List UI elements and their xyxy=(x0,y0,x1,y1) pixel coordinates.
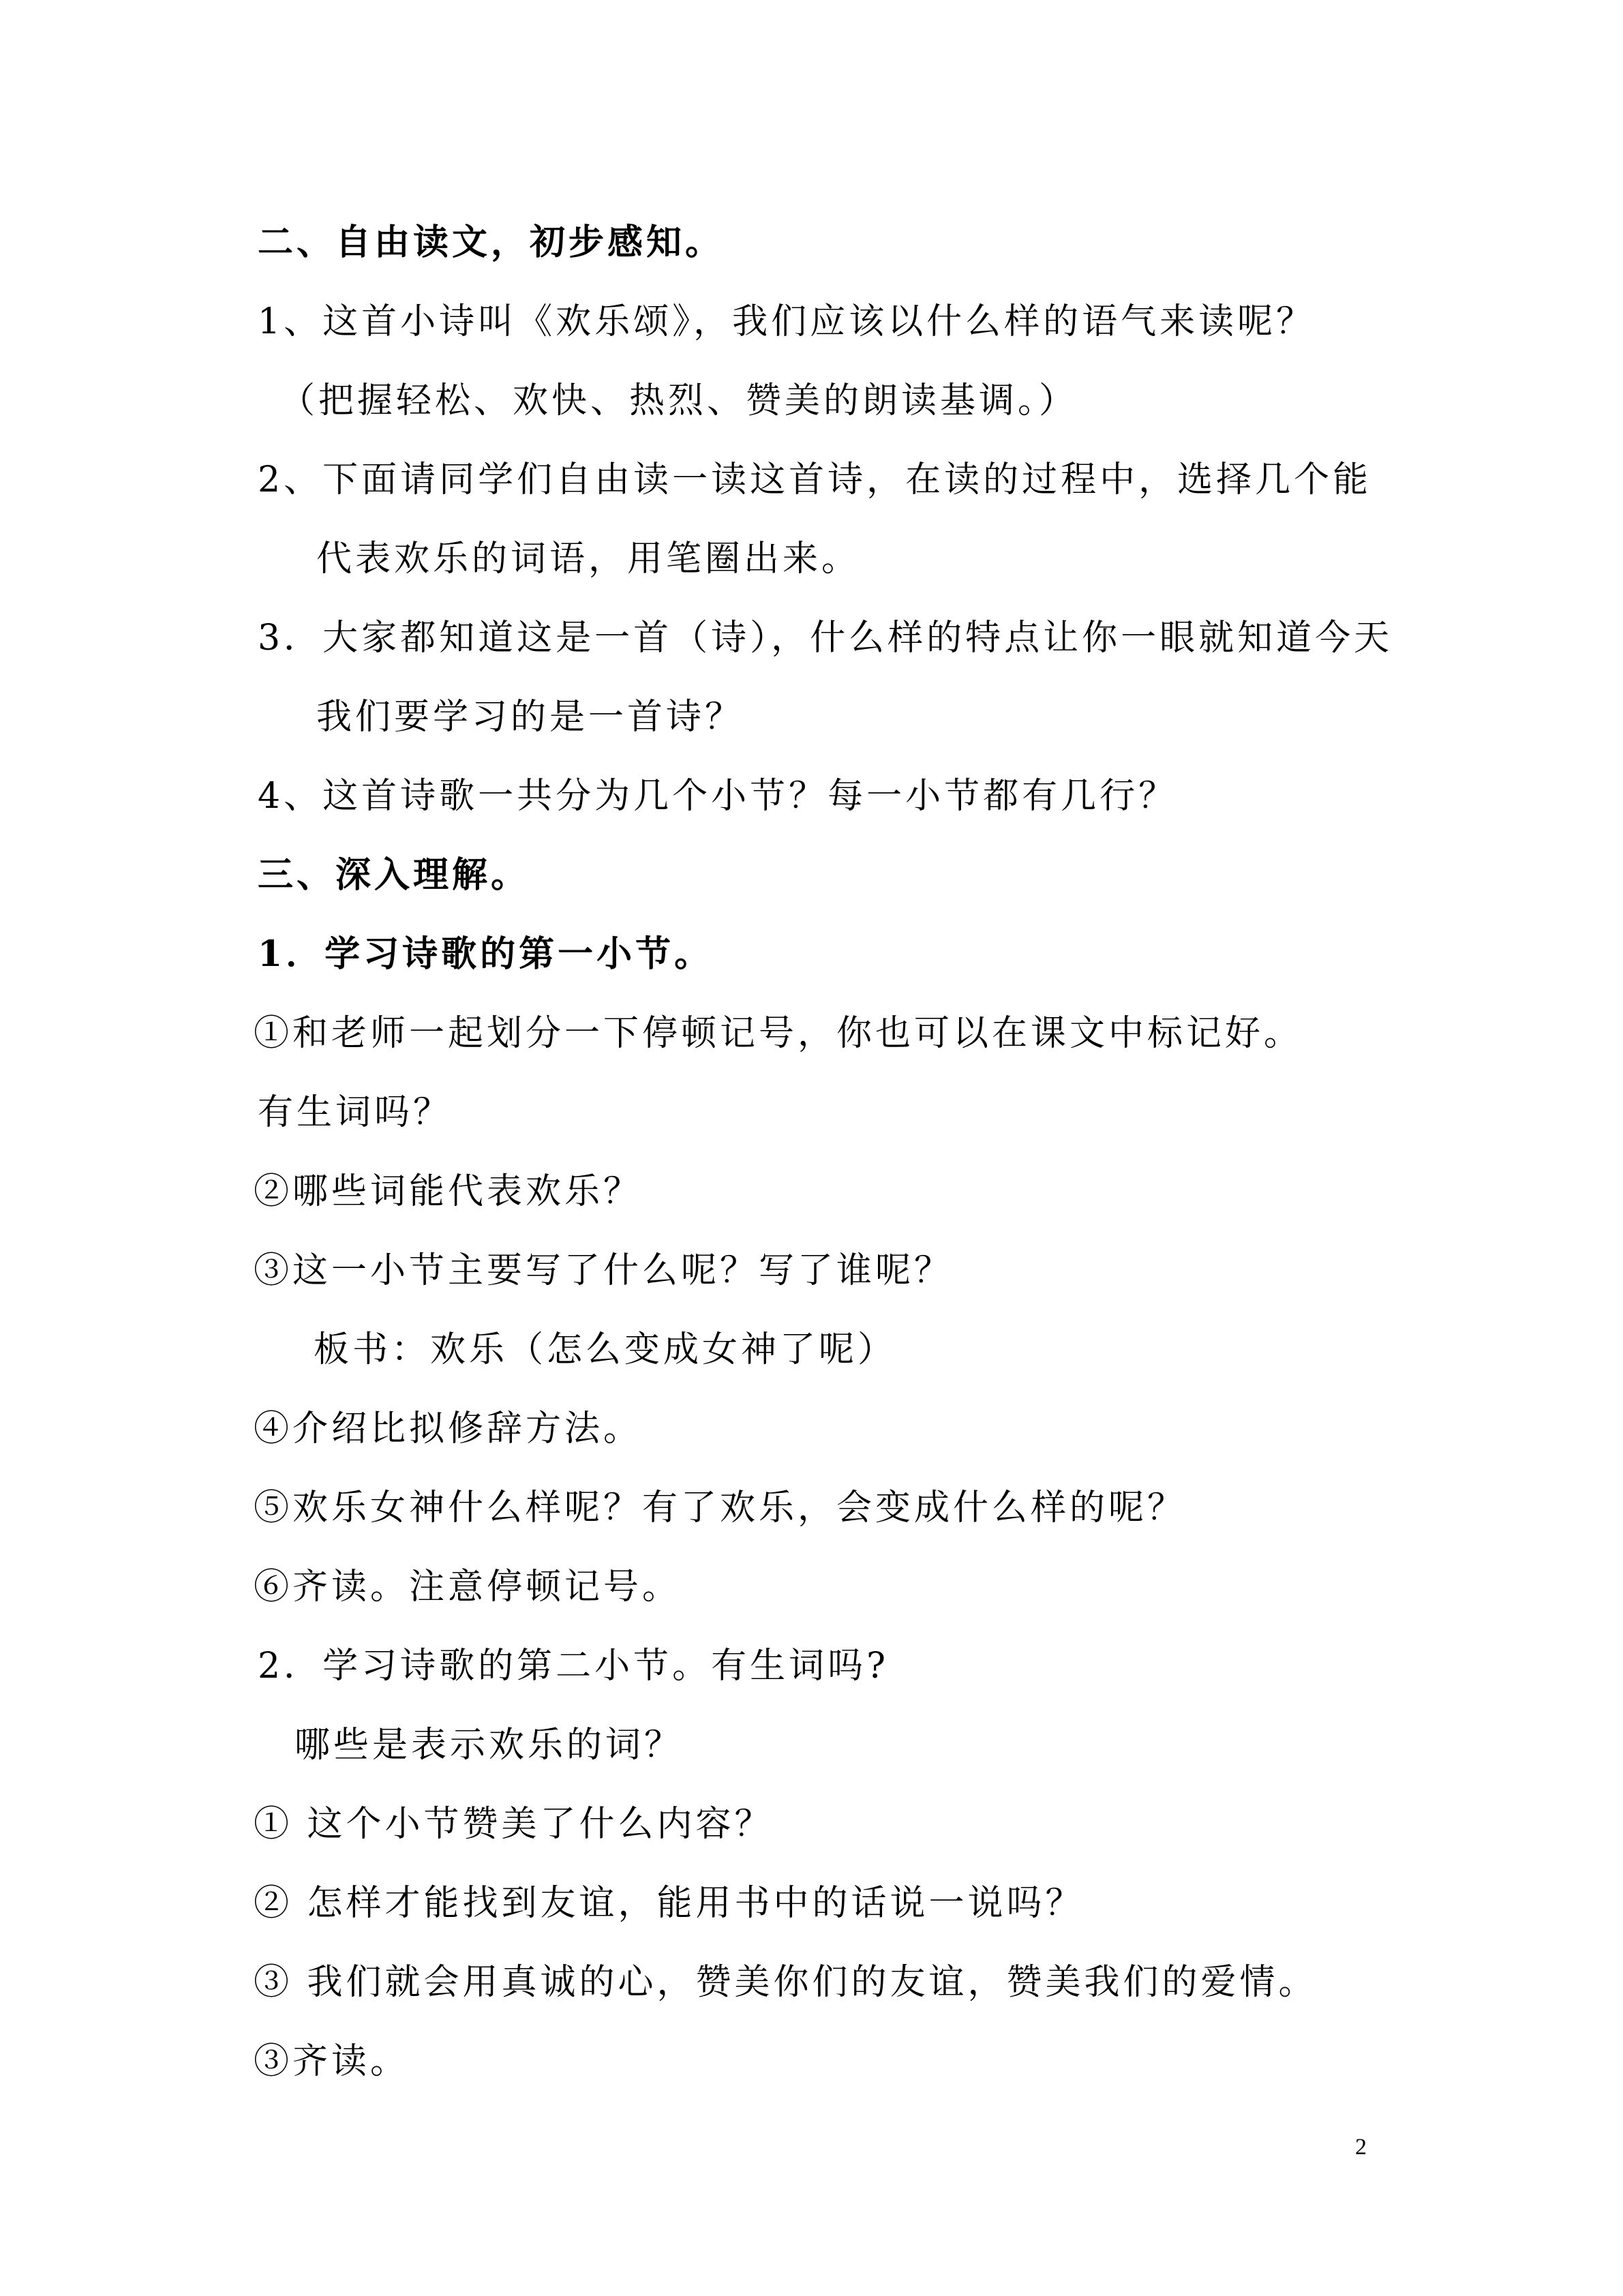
section-heading-3: 三、深入理解。 xyxy=(258,854,530,896)
text-line: ④介绍比拟修辞方法。 xyxy=(254,1408,643,1449)
text-line: 代表欢乐的词语，用笔圈出来。 xyxy=(316,539,861,579)
text-line: ⑥齐读。注意停顿记号。 xyxy=(254,1567,682,1607)
text-line: 2、下面请同学们自由读一读这首诗，在读的过程中，选择几个能 xyxy=(258,459,1372,500)
text-line: ①和老师一起划分一下停顿记号，你也可以在课文中标记好。 xyxy=(254,1013,1303,1054)
text-line: 哪些是表示欢乐的词？ xyxy=(294,1725,684,1766)
text-line: ② 怎样才能找到友谊，能用书中的话说一说吗？ xyxy=(254,1883,1084,1924)
text-line: ⑤欢乐女神什么样呢？有了欢乐，会变成什么样的呢？ xyxy=(254,1487,1187,1528)
text-line: 1、这首小诗叫《欢乐颂》，我们应该以什么样的语气来读呢？ xyxy=(258,301,1316,342)
text-line: 我们要学习的是一首诗？ xyxy=(316,697,744,738)
text-line: （把握轻松、欢快、热烈、赞美的朗读基调。） xyxy=(279,380,1078,421)
text-line: ① 这个小节赞美了什么内容？ xyxy=(254,1804,774,1845)
text-line: 板书：欢乐（怎么变成女神了呢） xyxy=(314,1329,897,1370)
section-heading-2: 二、自由读文，初步感知。 xyxy=(258,222,725,263)
text-line: 2．学习诗歌的第二小节。有生词吗? xyxy=(258,1646,889,1687)
text-line: 3．大家都知道这是一首（诗），什么样的特点让你一眼就知道今天 xyxy=(258,618,1393,659)
text-line: 有生词吗？ xyxy=(258,1092,453,1133)
text-line: ③齐读。 xyxy=(254,2041,410,2082)
subsection-heading: 1．学习诗歌的第一小节。 xyxy=(258,933,714,975)
text-line: ③ 我们就会用真诚的心，赞美你们的友谊，赞美我们的爱情。 xyxy=(254,1962,1318,2003)
text-line: 4、这首诗歌一共分为几个小节？每一小节都有几行？ xyxy=(258,776,1178,817)
page-number: 2 xyxy=(1355,2134,1367,2160)
text-line: ③这一小节主要写了什么呢？写了谁呢？ xyxy=(254,1250,954,1291)
text-line: ②哪些词能代表欢乐？ xyxy=(254,1171,643,1212)
